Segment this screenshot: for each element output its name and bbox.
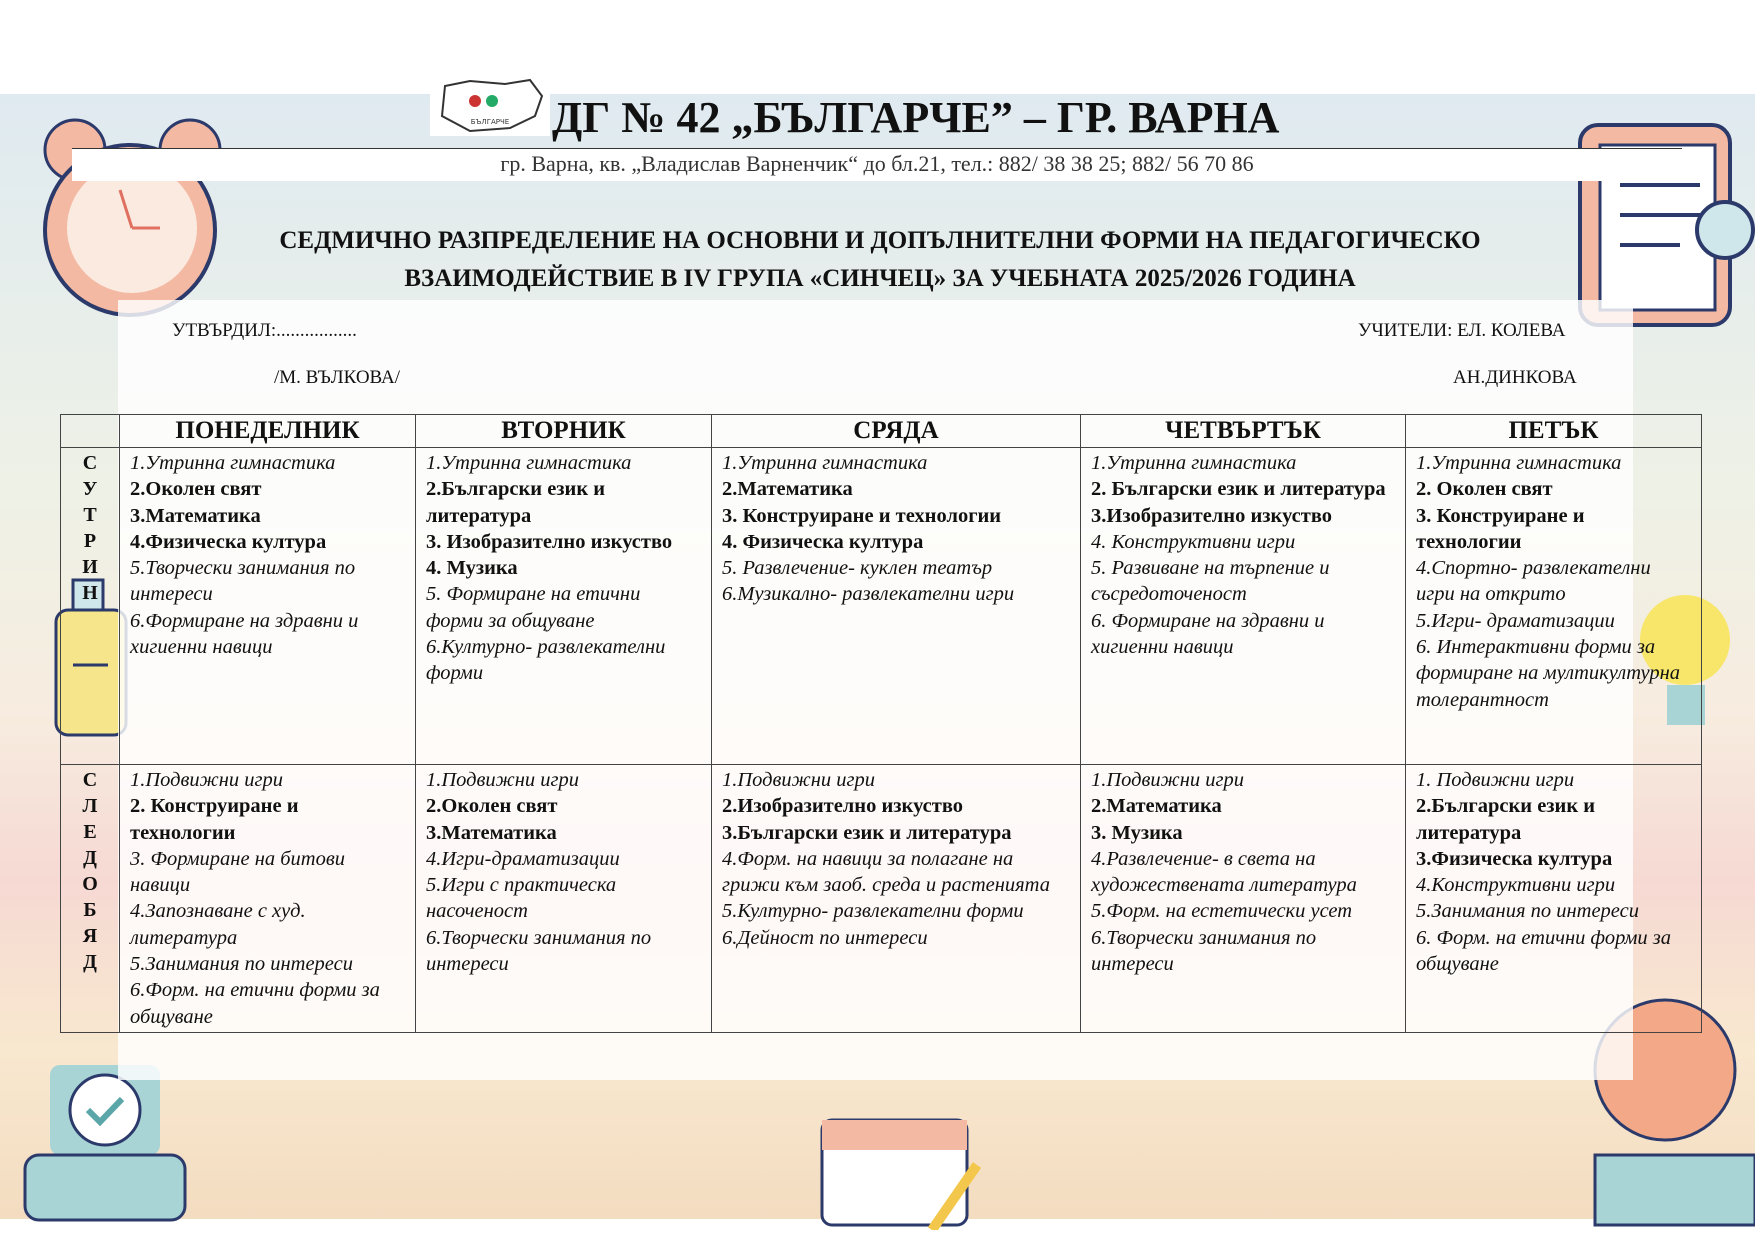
activity-item: 6.Формиране на здравни и хигиенни навици	[130, 609, 359, 659]
activity-item: 1. Подвижни игри	[1416, 769, 1575, 791]
activity-item: 1.Подвижни игри	[1091, 769, 1245, 791]
activity-item: 1.Подвижни игри	[426, 769, 580, 791]
row-label-letter: С	[82, 452, 98, 474]
activity-item: 3. Конструиране и технологии	[722, 504, 1002, 527]
activity-item: 5.Игри- драматизации	[1416, 609, 1615, 632]
activity-item: 2.Български език и литература	[426, 478, 606, 527]
header-wednesday: СРЯДА	[712, 415, 1081, 448]
schedule-cell	[416, 765, 712, 1033]
activity-item: 3.Изобразително изкуство	[1091, 504, 1333, 527]
header-tuesday: ВТОРНИК	[416, 415, 712, 448]
activity-item: 4. Физическа култура	[722, 530, 924, 553]
activity-item: 3. Формиране на битови навици	[130, 847, 345, 897]
page-title: ДГ № 42 „БЪЛГАРЧЕ” – ГР. ВАРНА	[552, 93, 1280, 142]
activity-item: 2. Български език и литература	[1091, 478, 1386, 501]
activity-item: 3.Физическа култура	[1416, 847, 1613, 870]
header-corner-cell	[61, 415, 120, 448]
activity-item: 5.Занимания по интереси	[1416, 900, 1639, 923]
activity-item: 3.Български език и литература	[722, 821, 1012, 844]
subtitle-line-2: ВЗАИМОДЕЙСТВИЕ В IV ГРУПА «СИНЧЕЦ» ЗА УЧЕБНАТА 2025/2026 ГОДИНА	[404, 265, 1356, 292]
subtitle-line-1: СЕДМИЧНО РАЗПРЕДЕЛЕНИЕ НА ОСНОВНИ И ДОПЪЛНИТЕЛНИ ФОРМИ НА ПЕДАГОГИЧЕСКО	[279, 227, 1481, 254]
row-label-letter: Д	[83, 847, 97, 869]
activity-item: 1.Подвижни игри	[722, 769, 876, 791]
document-subtitle	[150, 222, 1610, 298]
row-label-letter: И	[82, 556, 98, 578]
activity-item: 1.Утринна гимнастика	[426, 452, 632, 474]
row-label-morning	[61, 448, 120, 765]
activity-item: 1.Подвижни игри	[130, 769, 284, 791]
table-row-morning	[61, 448, 1702, 765]
row-label-afternoon	[61, 765, 120, 1033]
activity-item: 5.Форм. на естетически усет	[1091, 900, 1353, 923]
row-label-letter: Т	[83, 504, 97, 526]
activity-item: 5. Развиване на търпение и съсредоточеност	[1091, 557, 1330, 606]
activity-item: 4. Конструктивни игри	[1091, 530, 1296, 553]
activity-item: 4.Игри-драматизации	[426, 847, 620, 870]
activity-item: 1.Утринна гимнастика	[130, 452, 336, 474]
schedule-cell	[712, 765, 1081, 1033]
activity-item: 6.Музикално- развлекателни игри	[722, 583, 1015, 606]
activity-item: 1.Утринна гимнастика	[1091, 452, 1297, 474]
activity-item: 2.Математика	[1091, 795, 1222, 818]
teacher-second-name: АН.ДИНКОВА	[1453, 367, 1577, 388]
row-label-letter: С	[82, 769, 98, 791]
activity-item: 3. Музика	[1091, 821, 1183, 844]
header-monday: ПОНЕДЕЛНИК	[120, 415, 416, 448]
activity-item: 5.Занимания по интереси	[130, 953, 353, 976]
activity-item: 4. Музика	[426, 557, 518, 580]
calendar-icon	[812, 1100, 987, 1230]
table-header-row	[61, 415, 1702, 448]
weekly-schedule-table	[60, 414, 1702, 1033]
activity-item: 4.Физическа култура	[130, 530, 327, 553]
activity-item: 5. Развлечение- куклен театър	[722, 557, 993, 580]
activity-item: 4.Спортно- развлекателни игри на открито	[1416, 557, 1651, 606]
row-label-letter: У	[82, 478, 98, 500]
activity-item: 2.Околен свят	[426, 795, 558, 818]
activity-item: 2.Изобразително изкуство	[722, 795, 964, 818]
activity-item: 6.Форм. на етични форми за общуване	[130, 979, 380, 1028]
activity-item: 3. Конструиране и технологии	[1416, 504, 1585, 553]
row-label-letter: О	[82, 873, 98, 895]
activity-item: 3. Изобразително изкуство	[426, 530, 673, 553]
schedule-cell	[1081, 448, 1406, 765]
row-label-letter: Б	[83, 899, 97, 921]
schedule-cell	[1081, 765, 1406, 1033]
kindergarten-logo	[430, 76, 550, 136]
address-line: гр. Варна, кв. „Владислав Варненчик“ до бл.21, тел.: 882/ 38 38 25; 882/ 56 70 86	[72, 148, 1682, 181]
row-label-letter: Я	[82, 925, 98, 947]
activity-item: 4.Конструктивни игри	[1416, 874, 1616, 897]
schedule-cell	[1406, 765, 1702, 1033]
approved-label: УТВЪРДИЛ:.................	[172, 320, 357, 341]
row-label-letter: Н	[82, 582, 98, 604]
activity-item: 6. Формиране на здравни и хигиенни навици	[1091, 609, 1325, 659]
activity-item: 3.Математика	[426, 821, 557, 844]
activity-item: 4.Запознаване с худ. литература	[130, 900, 306, 949]
activity-item: 2. Конструиране и технологии	[130, 795, 299, 844]
teachers-label: УЧИТЕЛИ: ЕЛ. КОЛЕВА	[1358, 320, 1566, 341]
activity-item: 5.Творчески занимания по интереси	[130, 557, 356, 606]
schedule-cell	[712, 448, 1081, 765]
activity-item: 1.Утринна гимнастика	[1416, 452, 1622, 474]
activity-item: 6.Културно- развлекателни форми	[426, 636, 666, 685]
activity-item: 1.Утринна гимнастика	[722, 452, 928, 474]
activity-item: 6. Форм. на етични форми за общуване	[1416, 926, 1672, 976]
director-name: /М. ВЪЛКОВА/	[274, 367, 401, 388]
svg-text:БЪЛГАРЧЕ: БЪЛГАРЧЕ	[470, 118, 510, 126]
activity-item: 2.Математика	[722, 478, 853, 501]
header-friday: ПЕТЪК	[1406, 415, 1702, 448]
activity-item: 5.Игри с практическа насоченост	[426, 874, 617, 923]
row-label-letter: Л	[82, 795, 98, 817]
activity-item: 6.Творчески занимания по интереси	[1091, 926, 1317, 976]
activity-item: 6. Интерактивни форми за формиране на мултикултурна толерантност	[1416, 636, 1681, 711]
activity-item: 6.Творчески занимания по интереси	[426, 926, 652, 976]
schedule-cell	[120, 448, 416, 765]
activity-item: 2.Околен свят	[130, 478, 262, 501]
schedule-cell	[1406, 448, 1702, 765]
activity-item: 3.Математика	[130, 504, 261, 527]
schedule-cell	[416, 448, 712, 765]
activity-item: 2.Български език и литература	[1416, 795, 1596, 844]
activity-item: 4.Форм. на навици за полагане на грижи към заоб. среда и растенията	[722, 847, 1050, 897]
activity-item: 4.Развлечение- в света на художествената литература	[1091, 847, 1357, 897]
schedule-cell	[120, 765, 416, 1033]
row-label-letter: Р	[83, 530, 97, 552]
typewriter-icon	[20, 1055, 190, 1230]
row-label-letter: Д	[83, 951, 97, 973]
row-label-letter: Е	[83, 821, 97, 843]
activity-item: 6.Дейност по интереси	[722, 926, 928, 949]
activity-item: 5. Формиране на етични форми за общуване	[426, 583, 641, 632]
activity-item: 5.Културно- развлекателни форми	[722, 900, 1024, 923]
table-row-afternoon	[61, 765, 1702, 1033]
header-thursday: ЧЕТВЪРТЪК	[1081, 415, 1406, 448]
activity-item: 2. Околен свят	[1416, 478, 1553, 501]
